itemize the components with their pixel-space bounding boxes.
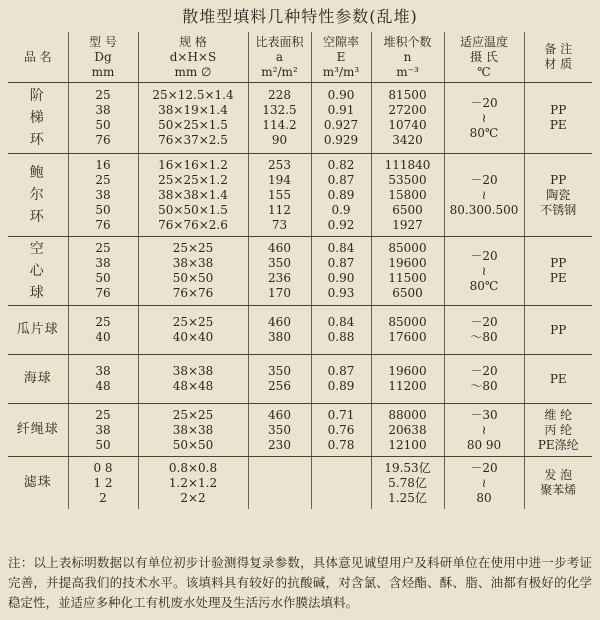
cell-area [248,83,311,154]
header-temp [444,32,524,83]
cell-material-name: 阶 梯 环 [8,83,68,154]
cell-size-value: 25×25×1.2 [158,172,228,187]
cell-void [311,237,371,306]
cell-temp-value: －20 [470,364,498,378]
cell-size [138,306,248,355]
cell-area [248,404,311,457]
cell-size [138,457,248,510]
cell-temp-value: 80℃ [469,278,499,293]
cell-area-value: 228 [268,88,291,102]
cell-size [138,404,248,457]
header-temp-line: 适应温度 [459,34,508,49]
cell-remark-value: 维 纶 [544,407,573,422]
cell-void-value: 0.89 [327,187,355,202]
cell-model-value: 50 [95,271,111,285]
header-remark-line: 备 注 [544,42,573,56]
header-name-line: 品 名 [23,49,52,64]
cell-void-value: 0.87 [327,364,355,378]
cell-void [311,154,371,237]
cell-temp-value: ≀ [481,110,487,125]
cell-remark-value: PE [549,371,567,386]
cell-area-value: 253 [268,157,291,172]
cell-count [371,154,444,237]
cell-area-value: 90 [271,133,288,147]
page-title: 散堆型填料几种特性参数(乱堆) [182,7,418,26]
cell-count-value: 111840 [384,157,431,172]
cell-void-value: 0.71 [327,407,355,422]
header-count-line: 堆积个数 [383,34,432,49]
cell-remark-value: PP [550,103,567,117]
cell-area-value: 73 [271,217,288,232]
header-void-line: E [336,49,346,64]
cell-temp [444,306,524,355]
cell-void-value: 0.76 [327,422,355,437]
cell-void-value: 0.91 [327,103,355,117]
cell-area-value: 460 [268,241,291,255]
cell-area-value: 112 [268,202,291,217]
cell-area-value: 350 [268,364,291,378]
cell-temp-value: ≀ [481,263,487,278]
cell-count-value: 5.78亿 [388,475,427,490]
cell-size-value: 1.2×1.2 [168,475,218,490]
cell-void-value: 0.87 [327,172,355,187]
cell-model [68,154,138,237]
header-area-line: a [275,49,284,64]
cell-area [248,457,311,510]
cell-area-value [251,491,309,506]
cell-temp-value: －20 [470,460,498,475]
cell-model-value: 25 [95,88,111,102]
cell-void-value: 0.87 [327,256,355,270]
cell-remark-value: PE [549,118,567,132]
cell-model-value: 0 8 [93,460,113,475]
cell-remark-value: PP [550,256,567,270]
cell-count-value: 85000 [388,315,427,329]
cell-size-value: 48×48 [172,379,214,393]
cell-model-value: 38 [95,422,111,437]
header-area-line: m²/m² [261,64,298,79]
cell-temp-value: －20 [470,95,498,110]
cell-void-value: 0.78 [327,437,355,452]
cell-size [138,355,248,404]
cell-model-value: 25 [95,172,111,187]
cell-remark-value: PP [550,172,567,187]
cell-void-value: 0.88 [327,330,355,344]
cell-remark-value: PE涤纶 [537,437,579,452]
cell-size-value: 76×76×2.6 [158,217,228,232]
cell-void-value: 0.90 [327,88,355,102]
cell-size-value: 40×40 [172,330,214,344]
cell-count-value: 11200 [388,379,427,393]
cell-size-value: 50×50 [172,271,214,285]
cell-temp [444,355,524,404]
cell-temp [444,83,524,154]
cell-count-value: 10740 [388,118,427,132]
cell-model-value: 38 [95,256,111,270]
cell-model-value: 76 [95,286,111,300]
cell-model-value: 50 [95,202,111,217]
cell-area-value: 155 [268,187,291,202]
header-count-line: n [403,49,412,64]
cell-model [68,355,138,404]
cell-material-name: 滤珠 [23,475,52,490]
cell-void-value: 0.93 [327,286,355,300]
cell-void-value: 0.92 [327,217,355,232]
cell-model-value: 25 [95,407,111,422]
cell-count-value: 1927 [392,217,423,232]
table-row [8,355,592,404]
cell-model [68,83,138,154]
header-model-line: 型 号 [89,34,117,49]
cell-remark [524,306,592,355]
cell-model-value: 25 [95,241,111,255]
cell-void [311,306,371,355]
cell-model-value: 38 [95,364,111,378]
header-size-line: d×H×S [169,49,217,64]
header-row [8,32,592,83]
header-area [248,32,311,83]
cell-temp-value: ≀ [481,187,487,202]
cell-size [138,237,248,306]
table-row [8,404,592,457]
header-void [311,32,371,83]
header-model-line: Dg [94,49,112,64]
table-row [8,306,592,355]
header-size-line: 规 格 [179,34,207,49]
cell-void-value: 0.9 [331,202,351,217]
cell-temp-value: －20 [470,315,498,329]
cell-model-value: 40 [95,330,111,344]
header-remark-line: 材 质 [544,57,573,71]
cell-void-value: 0.82 [327,157,355,172]
cell-void-value: 0.84 [327,241,355,255]
cell-material-name: 鲍 尔 环 [8,154,68,237]
cell-count-value: 6500 [392,202,423,217]
cell-count-value: 85000 [388,241,427,255]
header-model-line: mm [91,64,115,79]
cell-area-value: 230 [268,437,291,452]
cell-size-value: 76×37×2.5 [158,133,228,147]
spec-table [8,32,592,509]
cell-temp-value: 80.300.500 [449,202,519,217]
cell-area-value: 114.2 [262,118,297,132]
header-void-line: m³/m³ [322,64,360,79]
cell-remark-value: PP [550,322,567,337]
cell-remark [524,457,592,510]
cell-area-value: 460 [268,315,291,329]
cell-model [68,237,138,306]
cell-void [311,355,371,404]
cell-remark [524,404,592,457]
cell-area-value: 132.5 [262,103,297,117]
cell-model-value: 76 [95,133,111,147]
cell-size-value: 38×38×1.4 [158,187,228,202]
cell-remark-value: 不锈钢 [540,202,577,217]
header-size-line: mm ∅ [174,64,212,79]
cell-model [68,306,138,355]
table-row [8,457,592,510]
cell-remark [524,355,592,404]
cell-model-value: 76 [95,217,111,232]
cell-void [311,404,371,457]
cell-size-value: 50×25×1.5 [158,118,228,132]
cell-area-value: 380 [268,330,291,344]
cell-count-value: 53500 [388,172,427,187]
cell-remark-value: PE [549,271,567,285]
cell-count [371,404,444,457]
cell-remark-value: 发 泡 [544,468,573,482]
cell-size-value: 38×38 [172,422,214,437]
cell-temp-value: ≀ [481,475,487,490]
cell-count-value: 15800 [388,187,427,202]
cell-area-value: 460 [268,407,291,422]
cell-area [248,154,311,237]
cell-count-value: 6500 [392,286,423,300]
cell-temp-value: ～80 [470,379,498,393]
cell-temp-value: －30 [470,407,498,422]
cell-count-value: 81500 [388,88,427,102]
cell-area-value: 350 [268,256,291,270]
cell-size-value: 2×2 [180,490,206,505]
cell-temp [444,404,524,457]
cell-area-value: 170 [268,286,291,300]
cell-void-value [314,476,369,491]
cell-material-name: 海球 [8,355,68,404]
table-row [8,154,592,237]
header-temp-line: 摄 氏 [470,49,498,64]
cell-size-value: 50×50×1.5 [158,202,228,217]
cell-count-value: 3420 [392,133,423,147]
header-count [371,32,444,83]
cell-remark-value: 聚苯烯 [540,483,577,497]
cell-size [138,154,248,237]
cell-count [371,83,444,154]
cell-temp [444,457,524,510]
cell-temp-value: －20 [470,248,498,263]
cell-void-value: 0.89 [327,379,355,393]
cell-material-name: 瓜片球 [8,306,68,355]
cell-void [311,457,371,510]
cell-model-value: 16 [95,157,111,172]
cell-size-value: 16×16×1.2 [158,157,228,172]
cell-size-value: 25×25 [172,241,214,255]
cell-count-value: 1.25亿 [388,490,427,505]
cell-model-value: 1 2 [93,475,113,490]
cell-temp [444,237,524,306]
cell-count-value: 11500 [388,271,427,285]
cell-remark-value: 陶瓷 [546,187,571,202]
cell-void-value: 0.927 [323,118,359,132]
cell-void-value [314,491,369,506]
spec-table-body [8,83,592,510]
header-model [68,32,138,83]
cell-temp [444,154,524,237]
cell-temp-value: 80℃ [469,125,499,140]
cell-count-value: 20638 [388,422,427,437]
cell-count-value: 88000 [388,407,427,422]
cell-area-value: 194 [268,172,291,187]
cell-area-value [251,461,309,476]
cell-model [68,457,138,510]
header-area-line: 比表面积 [255,34,304,49]
header-temp-line: ℃ [477,64,491,79]
cell-model-value: 50 [95,118,111,132]
cell-area [248,355,311,404]
cell-temp-value: －20 [470,172,498,187]
cell-void [311,83,371,154]
cell-area [248,237,311,306]
cell-size-value: 25×25 [172,315,214,329]
cell-model-value: 25 [95,315,111,329]
cell-temp-value: ～80 [470,330,498,344]
cell-count [371,355,444,404]
cell-size-value: 0.8×0.8 [168,460,218,475]
table-row [8,83,592,154]
cell-count [371,306,444,355]
cell-size [138,83,248,154]
cell-void-value: 0.84 [327,315,355,329]
cell-count-value: 19.53亿 [384,460,431,475]
cell-void-value [314,461,369,476]
cell-model [68,404,138,457]
cell-count-value: 27200 [388,103,427,117]
cell-material-name: 空 心 球 [8,237,68,306]
header-remark [524,32,592,83]
cell-area-value [251,476,309,491]
cell-area [248,306,311,355]
header-count-line: m⁻³ [396,64,419,79]
cell-size-value: 25×25 [172,407,214,422]
cell-void-value: 0.90 [327,271,355,285]
cell-count [371,457,444,510]
cell-model-value: 50 [95,437,111,452]
cell-temp-value: 80 90 [466,437,502,452]
cell-size-value: 25×12.5×1.4 [152,88,234,102]
header-size [138,32,248,83]
cell-temp-value: 80 [476,490,492,505]
cell-count-value: 17600 [388,330,427,344]
cell-size-value: 76×76 [172,286,214,300]
cell-remark [524,237,592,306]
cell-size-value: 50×50 [172,437,214,452]
cell-count-value: 19600 [388,364,427,378]
cell-model-value: 38 [95,187,111,202]
cell-remark [524,154,592,237]
cell-void-value: 0.929 [323,133,359,147]
cell-count-value: 19600 [388,256,427,270]
table-row [8,237,592,306]
cell-model-value: 48 [95,379,111,393]
cell-count-value: 12100 [388,437,427,452]
cell-model-value: 2 [99,490,107,505]
cell-size-value: 38×38 [172,256,214,270]
header-name [8,32,68,83]
cell-count [371,237,444,306]
cell-area-value: 350 [268,422,291,437]
footnote: 注：以上表标明数据以有单位初步计验测得复录参数，具体意见诚望用户及科研单位在使用中进一步考证完善，并提高我们的技术水平。该填料具有较好的抗酸碱，对含氯、含烃酯、酥、脂、油都有极好的化学稳定性，並适应多种化工有机废水处理及生活污水作膜法填料。 [8,555,592,610]
cell-size-value: 38×38 [172,364,214,378]
cell-area-value: 256 [268,379,291,393]
cell-model-value: 38 [95,103,111,117]
cell-area-value: 236 [268,271,291,285]
cell-remark [524,83,592,154]
cell-temp-value: ≀ [481,422,487,437]
cell-size-value: 38×19×1.4 [158,103,228,117]
cell-material-name: 纤绳球 [8,404,68,457]
header-void-line: 空隙率 [322,34,359,49]
cell-remark-value: 丙 纶 [544,422,573,437]
